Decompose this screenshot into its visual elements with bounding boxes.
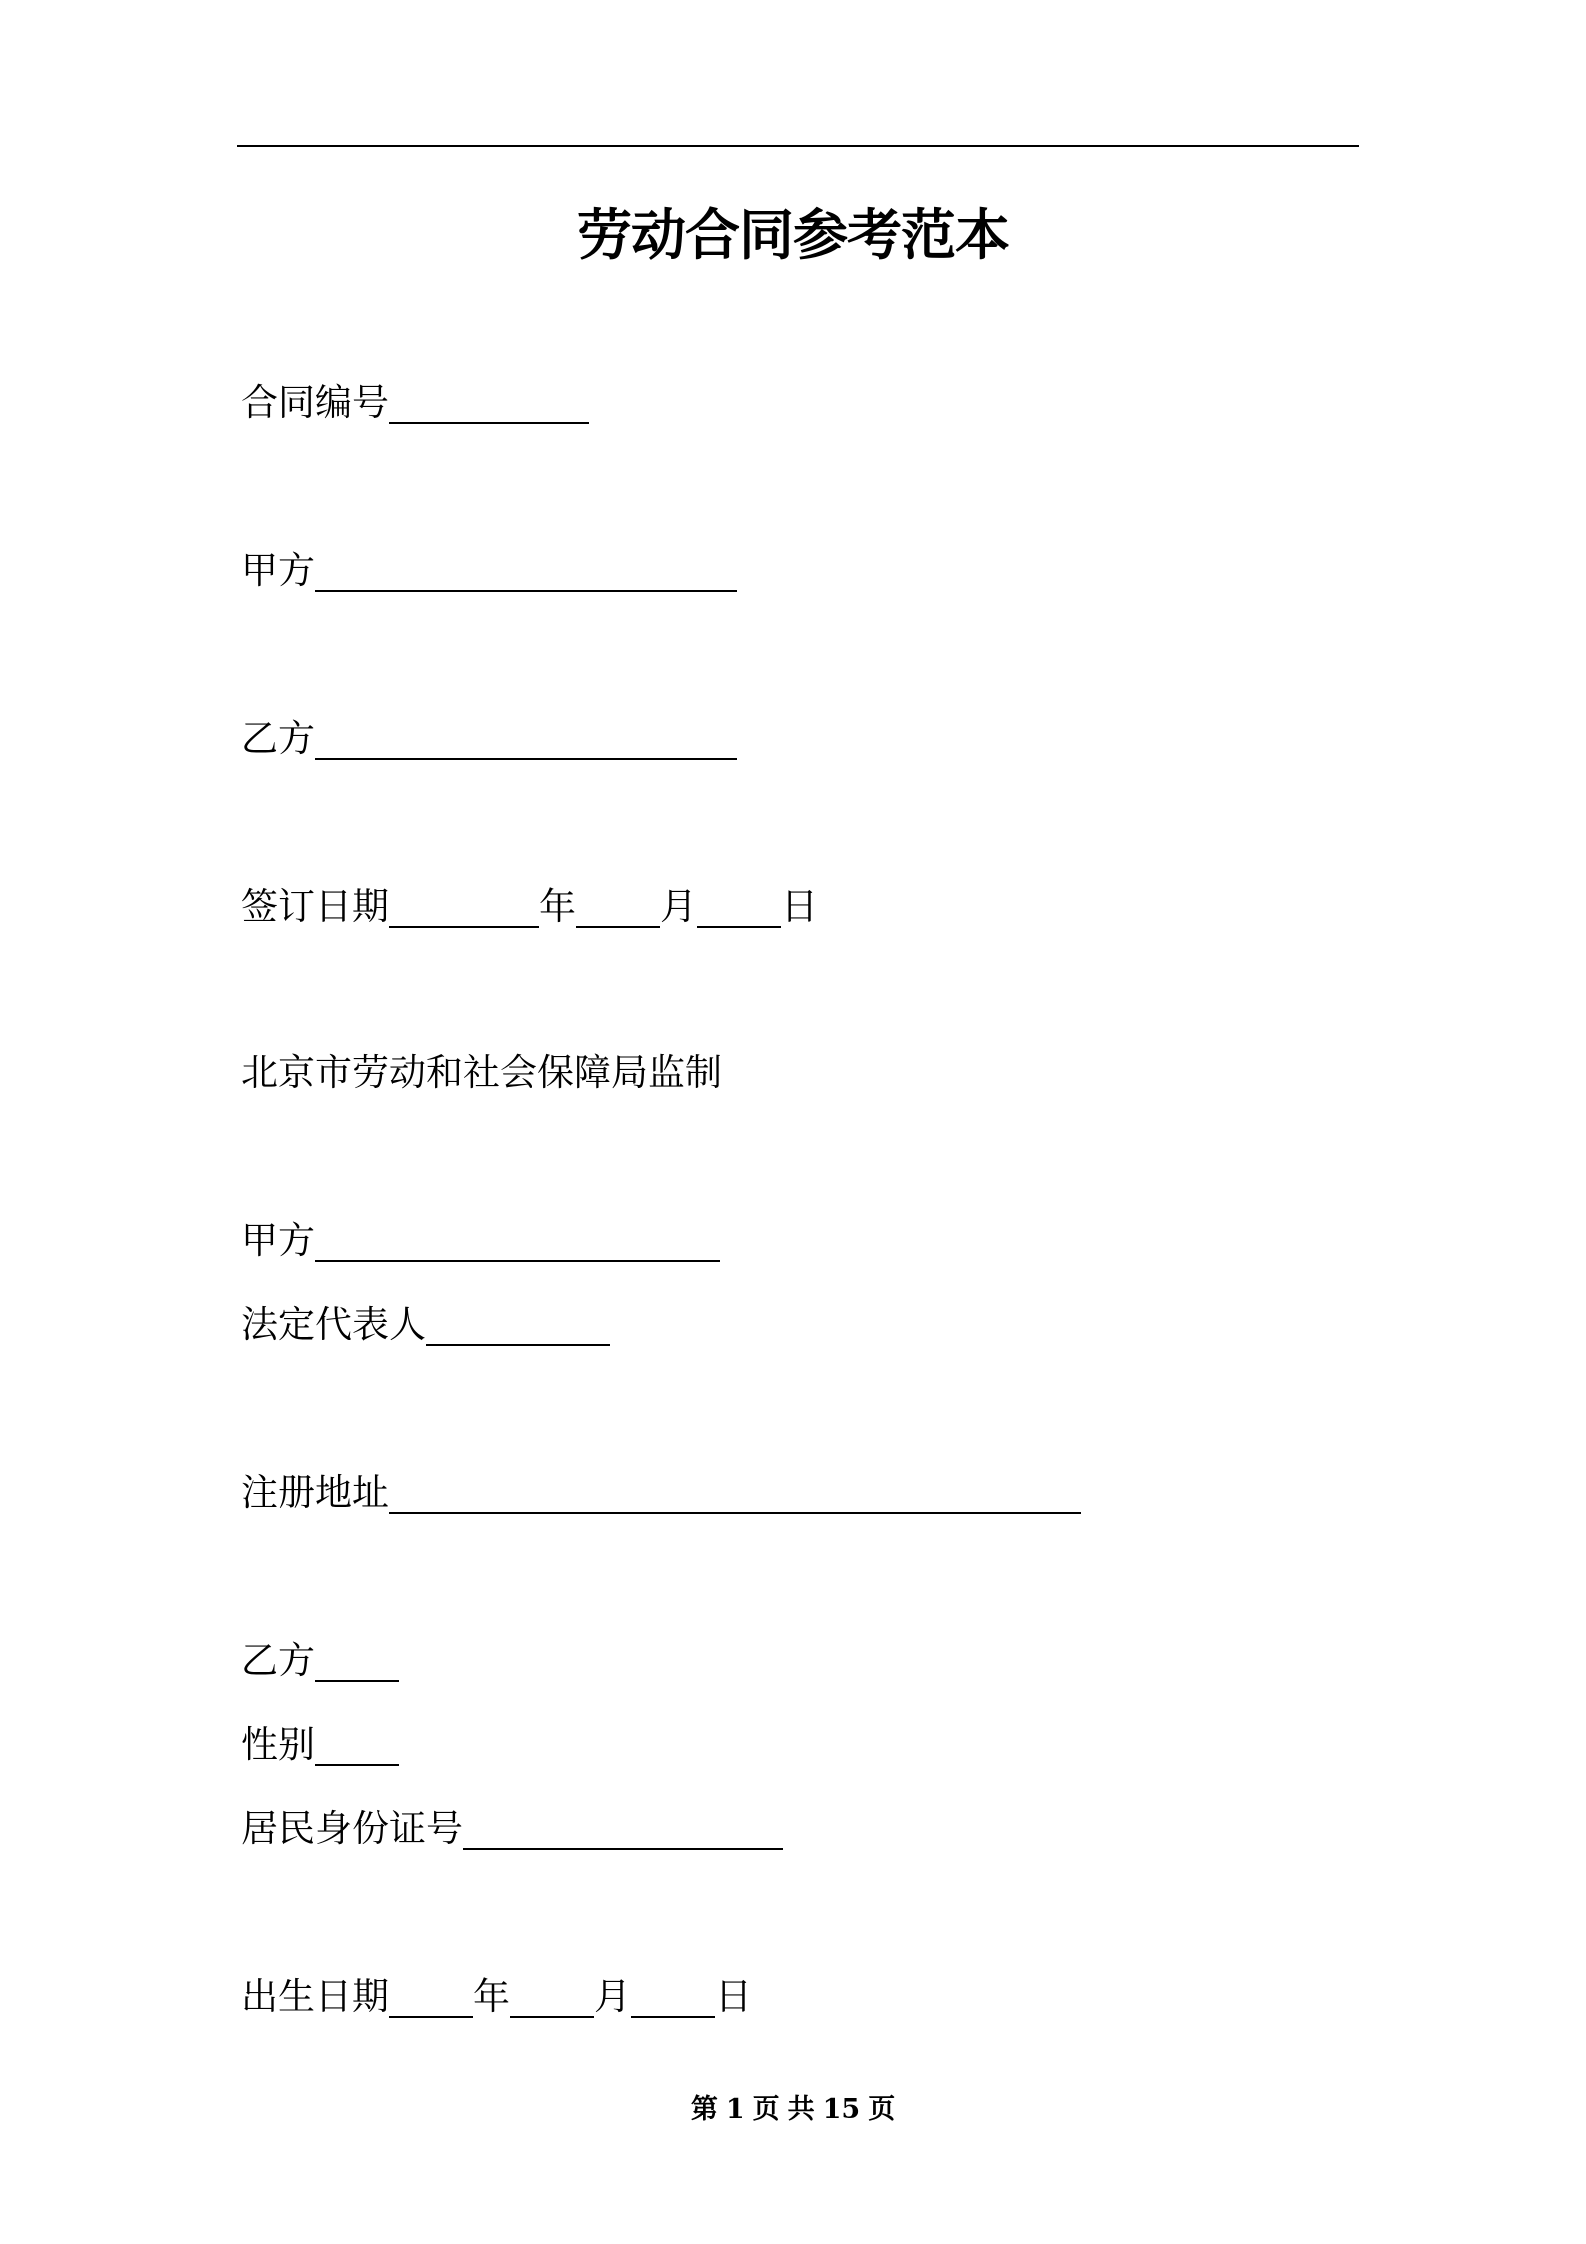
issuer-row <box>241 1050 722 1096</box>
party-b-row <box>241 716 737 762</box>
birth-year-label: 年 <box>473 1975 510 2018</box>
contract-number-row <box>241 380 589 426</box>
party-a-blank <box>315 554 737 592</box>
issuer-text: 北京市劳动和社会保障局监制 <box>241 1051 722 1094</box>
sign-month-label: 月 <box>660 885 697 928</box>
current-page-number: 1 <box>725 2094 745 2125</box>
sign-date-row <box>241 884 818 930</box>
sign-date-label: 签订日期 <box>241 885 389 928</box>
document-title: 劳动合同参考范本 <box>576 203 1009 267</box>
legal-rep-label: 法定代表人 <box>241 1303 426 1346</box>
party-a-detail-row <box>241 1218 720 1264</box>
page-indicator-suffix: 页 <box>868 2094 896 2125</box>
id-number-blank <box>463 1812 783 1850</box>
party-b-detail-blank <box>315 1644 399 1682</box>
birth-day-label: 日 <box>715 1975 752 2018</box>
page-indicator-prefix: 第 <box>690 2094 718 2125</box>
reg-address-label: 注册地址 <box>241 1471 389 1514</box>
page-indicator-page-word: 页 <box>752 2094 780 2125</box>
gender-row <box>241 1722 399 1768</box>
party-b-label: 乙方 <box>241 717 315 760</box>
party-a-detail-blank <box>315 1224 720 1262</box>
party-b-blank <box>315 722 737 760</box>
birth-date-label: 出生日期 <box>241 1975 389 2018</box>
gender-label: 性别 <box>241 1723 315 1766</box>
gender-blank <box>315 1728 399 1766</box>
id-number-row <box>241 1806 783 1852</box>
id-number-label: 居民身份证号 <box>241 1807 463 1850</box>
contract-number-blank <box>389 386 589 424</box>
party-a-label: 甲方 <box>241 549 315 592</box>
party-a-row <box>241 548 737 594</box>
legal-rep-blank <box>426 1308 610 1346</box>
birth-day-blank <box>631 1980 715 2018</box>
header-rule <box>237 145 1359 147</box>
party-b-detail-label: 乙方 <box>241 1639 315 1682</box>
legal-rep-row <box>241 1302 610 1348</box>
sign-year-blank <box>389 890 539 928</box>
page-indicator <box>0 2092 1586 2128</box>
sign-day-blank <box>697 890 781 928</box>
birth-month-blank <box>510 1980 594 2018</box>
sign-year-label: 年 <box>539 885 576 928</box>
page-indicator-total-word: 共 <box>787 2094 815 2125</box>
birth-year-blank <box>389 1980 473 2018</box>
sign-day-label: 日 <box>781 885 818 928</box>
reg-address-row <box>241 1470 1081 1516</box>
sign-month-blank <box>576 890 660 928</box>
contract-number-label: 合同编号 <box>241 381 389 424</box>
birth-date-row <box>241 1974 752 2020</box>
reg-address-blank <box>389 1476 1081 1514</box>
total-page-count: 15 <box>822 2094 861 2125</box>
birth-month-label: 月 <box>594 1975 631 2018</box>
party-a-detail-label: 甲方 <box>241 1219 315 1262</box>
party-b-detail-row <box>241 1638 399 1684</box>
